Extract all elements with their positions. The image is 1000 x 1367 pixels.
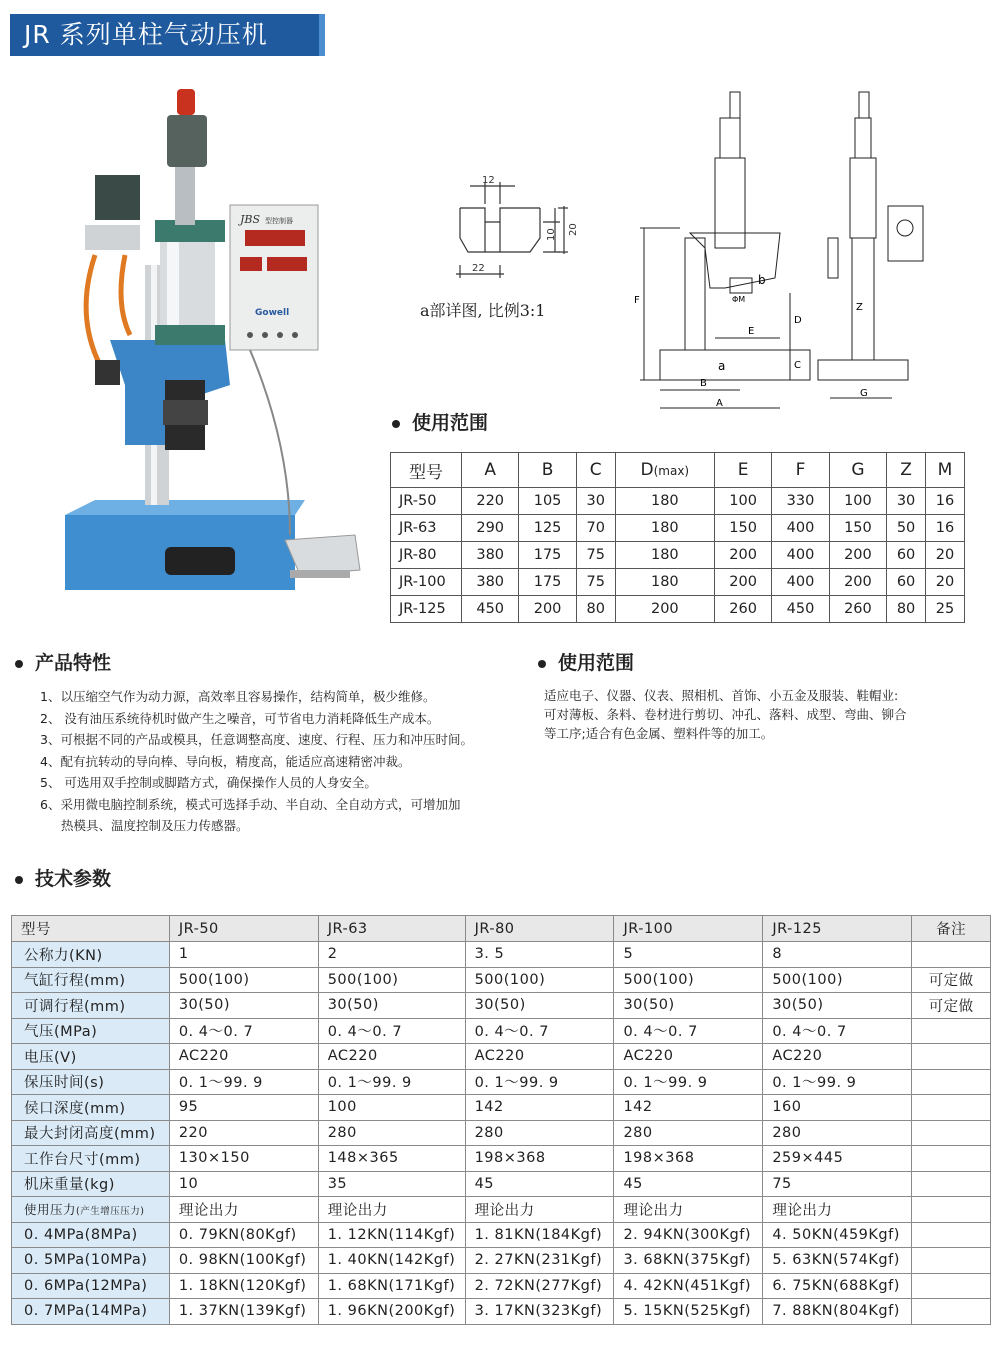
spec-row	[12, 1069, 991, 1095]
bullet-icon	[15, 660, 23, 668]
spec-note-cell	[912, 1248, 991, 1274]
label-C: C	[794, 360, 801, 371]
dim-value-cell: 150	[829, 515, 886, 542]
spec-label-cell: 0. 6MPa(12MPa)	[12, 1273, 170, 1299]
dim-value-cell: 30	[576, 488, 615, 515]
label-B: B	[700, 378, 707, 389]
spec-value-cell: 1. 12KN(114Kgf)	[318, 1222, 465, 1248]
label-G: G	[860, 388, 868, 399]
dim-value-cell: 200	[714, 569, 771, 596]
spec-value-cell: 280	[465, 1120, 614, 1146]
dim-value-cell: 25	[926, 596, 965, 623]
dim-h-d-max: (max)	[653, 464, 690, 478]
spec-pressure-row	[12, 1273, 991, 1299]
dim-value-cell: 400	[772, 515, 829, 542]
spec-note-cell	[912, 1069, 991, 1095]
spec-value-cell: JR-50	[169, 916, 318, 942]
spec-value-cell: AC220	[614, 1044, 763, 1070]
panel-logo: Gowell	[255, 308, 290, 318]
spec-label-cell: 0. 5MPa(10MPa)	[12, 1248, 170, 1274]
spec-row	[12, 1095, 991, 1121]
spec-pressure-header-cell	[912, 1197, 991, 1223]
spec-value-cell: 2. 72KN(277Kgf)	[465, 1273, 614, 1299]
label-a: a	[718, 359, 726, 373]
spec-value-cell: 500(100)	[465, 967, 614, 993]
spec-value-cell: 8	[763, 942, 912, 968]
bullet-icon	[15, 876, 23, 884]
spec-value-cell: 30(50)	[169, 993, 318, 1019]
spec-note-cell	[912, 1095, 991, 1121]
spec-value-cell: 1. 81KN(184Kgf)	[465, 1222, 614, 1248]
spec-value-cell: 160	[763, 1095, 912, 1121]
dim-value-cell: 200	[829, 569, 886, 596]
dim-value-cell: 125	[519, 515, 576, 542]
dim-value-cell: 20	[926, 542, 965, 569]
spec-value-cell: 3. 5	[465, 942, 614, 968]
spec-value-cell: 280	[318, 1120, 465, 1146]
dim-row	[391, 569, 965, 596]
dim-value-cell: 80	[887, 596, 926, 623]
spec-note-cell: 可定做	[912, 967, 991, 993]
feature-item: 6、采用微电脑控制系统，模式可选择手动、半自动、全自动方式，可增加加	[40, 796, 461, 812]
page-title: JR 系列单柱气动压机	[24, 20, 268, 49]
spec-value-cell: 130×150	[169, 1146, 318, 1172]
dim-value-cell: 180	[615, 569, 714, 596]
spec-pressure-row	[12, 1299, 991, 1325]
spec-value-cell: 30(50)	[763, 993, 912, 1019]
dim-value-cell: 75	[576, 542, 615, 569]
dim-value-cell: 450	[462, 596, 519, 623]
spec-header-row	[12, 916, 991, 942]
dim-value-cell: 260	[714, 596, 771, 623]
spec-value-cell: 35	[318, 1171, 465, 1197]
dim-row	[391, 515, 965, 542]
dim-row	[391, 488, 965, 515]
pressure-label-main: 使用压力	[24, 1202, 77, 1218]
spec-value-cell: 500(100)	[614, 967, 763, 993]
spec-note-cell	[912, 1273, 991, 1299]
spec-row	[12, 1146, 991, 1172]
dim-h-a: A	[462, 453, 519, 488]
detail-dim-12: 12	[482, 175, 495, 186]
spec-row	[12, 993, 991, 1019]
spec-value-cell: 142	[465, 1095, 614, 1121]
spec-value-cell: JR-125	[763, 916, 912, 942]
dim-value-cell: 380	[462, 542, 519, 569]
feature-item: 1、以压缩空气作为动力源，高效率且容易操作，结构简单，极少维修。	[40, 689, 436, 704]
spec-value-cell: 1. 96KN(200Kgf)	[318, 1299, 465, 1325]
spec-pressure-header-cell: 理论出力	[763, 1197, 912, 1223]
detail-drawing	[440, 170, 600, 290]
dim-value-cell: 290	[462, 515, 519, 542]
pressure-label-sub: (产生增压压力)	[76, 1206, 145, 1218]
dim-value-cell: 180	[615, 515, 714, 542]
panel-subtitle: 型控制器	[265, 217, 293, 225]
spec-value-cell: 0. 1～99. 9	[614, 1069, 763, 1095]
usage-line: 可对薄板、条料、卷材进行剪切、冲孔、落料、成型、弯曲、铆合	[544, 707, 907, 722]
spec-row	[12, 1120, 991, 1146]
spec-value-cell: 2. 94KN(300Kgf)	[614, 1222, 763, 1248]
dim-value-cell: 20	[926, 569, 965, 596]
spec-value-cell: 259×445	[763, 1146, 912, 1172]
dim-h-c: C	[576, 453, 615, 488]
spec-pressure-header-cell: 理论出力	[318, 1197, 465, 1223]
spec-pressure-header-cell: 理论出力	[169, 1197, 318, 1223]
spec-label-cell: 气缸行程(mm)	[12, 967, 170, 993]
spec-row	[12, 1018, 991, 1044]
usage-heading-text: 使用范围	[558, 652, 635, 674]
label-Z: Z	[856, 302, 863, 313]
label-E: E	[748, 326, 755, 337]
dim-value-cell: 70	[576, 515, 615, 542]
spec-value-cell: 1. 68KN(171Kgf)	[318, 1273, 465, 1299]
spec-label-cell: 0. 4MPa(8MPa)	[12, 1222, 170, 1248]
spec-value-cell: 500(100)	[169, 967, 318, 993]
spec-value-cell: 0. 4～0. 7	[763, 1018, 912, 1044]
spec-value-cell: 1. 40KN(142Kgf)	[318, 1248, 465, 1274]
label-b: b	[758, 273, 766, 287]
spec-value-cell: 1	[169, 942, 318, 968]
spec-value-cell: 142	[614, 1095, 763, 1121]
spec-pressure-header-cell: 理论出力	[465, 1197, 614, 1223]
label-D: D	[794, 315, 802, 326]
dim-value-cell: 200	[714, 542, 771, 569]
spec-table	[11, 915, 991, 1325]
bullet-icon	[392, 420, 400, 428]
spec-heading	[15, 864, 111, 891]
dim-value-cell: 60	[887, 542, 926, 569]
spec-body	[12, 916, 991, 1325]
spec-value-cell: AC220	[763, 1044, 912, 1070]
spec-value-cell: 4. 50KN(459Kgf)	[763, 1222, 912, 1248]
spec-note-cell	[912, 942, 991, 968]
dim-row	[391, 542, 965, 569]
spec-value-cell: 30(50)	[318, 993, 465, 1019]
spec-note-cell	[912, 1018, 991, 1044]
features-list	[40, 686, 530, 837]
dim-value-cell: 400	[772, 542, 829, 569]
usage-line: 等工序;适合有色金属、塑料件等的加工。	[544, 726, 774, 741]
dimension-table	[390, 452, 965, 623]
spec-value-cell: 0. 98KN(100Kgf)	[169, 1248, 318, 1274]
dim-h-model: 型号	[391, 453, 462, 488]
usage-heading	[538, 648, 634, 675]
dim-value-cell: 200	[829, 542, 886, 569]
spec-value-cell: 1. 37KN(139Kgf)	[169, 1299, 318, 1325]
dim-model-cell: JR-100	[391, 569, 462, 596]
spec-label-cell: 侯口深度(mm)	[12, 1095, 170, 1121]
spec-value-cell: 30(50)	[465, 993, 614, 1019]
dim-value-cell: 200	[615, 596, 714, 623]
spec-value-cell: 2. 27KN(231Kgf)	[465, 1248, 614, 1274]
spec-note-cell	[912, 1222, 991, 1248]
spec-label-cell: 最大封闭高度(mm)	[12, 1120, 170, 1146]
spec-note-cell	[912, 1120, 991, 1146]
dim-model-cell: JR-63	[391, 515, 462, 542]
dim-value-cell: 180	[615, 488, 714, 515]
dim-h-m: M	[926, 453, 965, 488]
dim-value-cell: 180	[615, 542, 714, 569]
label-A: A	[716, 398, 723, 409]
spec-value-cell: 0. 1～99. 9	[169, 1069, 318, 1095]
spec-note-cell	[912, 1171, 991, 1197]
dim-value-cell: 100	[714, 488, 771, 515]
spec-heading-text: 技术参数	[35, 868, 112, 890]
spec-note-cell	[912, 1146, 991, 1172]
feature-item: 2、 没有油压系统待机时做产生之噪音，可节省电力消耗降低生产成本。	[40, 710, 440, 726]
usage-line: 适应电子、仪器、仪表、照相机、首饰、小五金及服装、鞋帽业:	[544, 688, 899, 703]
spec-value-cell: 0. 1～99. 9	[318, 1069, 465, 1095]
technical-drawing	[630, 88, 930, 418]
dim-value-cell: 80	[576, 596, 615, 623]
machine-photo	[55, 85, 365, 595]
spec-value-cell: 75	[763, 1171, 912, 1197]
spec-value-cell: 5. 63KN(574Kgf)	[763, 1248, 912, 1274]
spec-value-cell: 500(100)	[318, 967, 465, 993]
spec-value-cell: 0. 79KN(80Kgf)	[169, 1222, 318, 1248]
spec-note-cell	[912, 1299, 991, 1325]
spec-value-cell: AC220	[318, 1044, 465, 1070]
spec-label-cell: 气压(MPa)	[12, 1018, 170, 1044]
spec-value-cell: 0. 1～99. 9	[763, 1069, 912, 1095]
features-heading	[15, 648, 111, 675]
spec-label-cell: 公称力(KN)	[12, 942, 170, 968]
spec-value-cell: JR-63	[318, 916, 465, 942]
spec-note-cell: 备注	[912, 916, 991, 942]
spec-value-cell: 10	[169, 1171, 318, 1197]
dim-value-cell: 260	[829, 596, 886, 623]
spec-value-cell: 0. 4～0. 7	[318, 1018, 465, 1044]
spec-value-cell: 2	[318, 942, 465, 968]
spec-note-cell: 可定做	[912, 993, 991, 1019]
panel-brand: JBS	[240, 213, 261, 226]
spec-value-cell: 0. 4～0. 7	[614, 1018, 763, 1044]
dim-h-z: Z	[887, 453, 926, 488]
spec-row	[12, 967, 991, 993]
detail-dim-10: 10	[546, 228, 557, 241]
feature-item: 4、配有抗转动的导向棒、导向板，精度高，能适应高速精密冲裁。	[40, 753, 411, 769]
dim-model-cell: JR-80	[391, 542, 462, 569]
dim-h-d-letter: D	[640, 460, 654, 480]
dim-value-cell: 450	[772, 596, 829, 623]
spec-value-cell: 6. 75KN(688Kgf)	[763, 1273, 912, 1299]
spec-value-cell: 95	[169, 1095, 318, 1121]
spec-label-cell: 可调行程(mm)	[12, 993, 170, 1019]
spec-note-cell	[912, 1044, 991, 1070]
spec-row	[12, 942, 991, 968]
spec-value-cell: 220	[169, 1120, 318, 1146]
spec-value-cell: 198×368	[614, 1146, 763, 1172]
features-heading-text: 产品特性	[35, 652, 112, 674]
spec-value-cell: 0. 1～99. 9	[465, 1069, 614, 1095]
dim-value-cell: 380	[462, 569, 519, 596]
dim-row	[391, 596, 965, 623]
spec-value-cell: 280	[614, 1120, 763, 1146]
dim-h-f: F	[772, 453, 829, 488]
range-heading-top	[392, 408, 488, 435]
spec-value-cell: 280	[763, 1120, 912, 1146]
spec-pressure-row	[12, 1248, 991, 1274]
feature-item: 热模具、温度控制及压力传感器。	[61, 818, 249, 833]
detail-dim-20: 20	[568, 223, 579, 236]
dim-h-e: E	[714, 453, 771, 488]
dim-value-cell: 16	[926, 515, 965, 542]
spec-value-cell: 100	[318, 1095, 465, 1121]
dim-value-cell: 330	[772, 488, 829, 515]
spec-value-cell: 45	[465, 1171, 614, 1197]
spec-value-cell: AC220	[465, 1044, 614, 1070]
spec-value-cell: 0. 4～0. 7	[169, 1018, 318, 1044]
spec-value-cell: JR-100	[614, 916, 763, 942]
dim-model-cell: JR-50	[391, 488, 462, 515]
feature-item: 3、可根据不同的产品或模具，任意调整高度、速度、行程、压力和冲压时间。	[40, 732, 473, 747]
spec-label-cell: 保压时间(s)	[12, 1069, 170, 1095]
spec-value-cell: 5. 15KN(525Kgf)	[614, 1299, 763, 1325]
dim-value-cell: 200	[519, 596, 576, 623]
title-banner	[10, 14, 325, 56]
spec-value-cell: AC220	[169, 1044, 318, 1070]
usage-text	[544, 686, 974, 743]
dim-value-cell: 100	[829, 488, 886, 515]
spec-value-cell: 3. 17KN(323Kgf)	[465, 1299, 614, 1325]
range-heading-top-text: 使用范围	[412, 412, 489, 434]
dim-h-b: B	[519, 453, 576, 488]
dim-body	[391, 488, 965, 623]
label-phi-m: ΦM	[732, 295, 746, 304]
spec-row	[12, 1171, 991, 1197]
dim-value-cell: 60	[887, 569, 926, 596]
spec-value-cell: 1. 18KN(120Kgf)	[169, 1273, 318, 1299]
spec-value-cell: 0. 4～0. 7	[465, 1018, 614, 1044]
feature-item: 5、 可选用双手控制或脚踏方式，确保操作人员的人身安全。	[40, 775, 377, 790]
spec-pressure-label	[12, 1197, 170, 1223]
nameplate	[165, 547, 235, 575]
dim-value-cell: 400	[772, 569, 829, 596]
dim-value-cell: 175	[519, 542, 576, 569]
dim-h-g: G	[829, 453, 886, 488]
spec-row	[12, 1044, 991, 1070]
detail-dim-22: 22	[472, 263, 485, 274]
dim-value-cell: 50	[887, 515, 926, 542]
spec-value-cell: 148×365	[318, 1146, 465, 1172]
spec-value-cell: JR-80	[465, 916, 614, 942]
spec-pressure-header-row	[12, 1197, 991, 1223]
spec-pressure-header-cell: 理论出力	[614, 1197, 763, 1223]
label-F: F	[634, 295, 640, 306]
bullet-icon	[538, 660, 546, 668]
dim-header-row	[391, 453, 965, 488]
spec-value-cell: 7. 88KN(804Kgf)	[763, 1299, 912, 1325]
dim-value-cell: 30	[887, 488, 926, 515]
spec-label-cell: 型号	[12, 916, 170, 942]
spec-label-cell: 工作台尺寸(mm)	[12, 1146, 170, 1172]
spec-value-cell: 4. 42KN(451Kgf)	[614, 1273, 763, 1299]
spec-value-cell: 500(100)	[763, 967, 912, 993]
dim-value-cell: 150	[714, 515, 771, 542]
spec-value-cell: 5	[614, 942, 763, 968]
dim-value-cell: 105	[519, 488, 576, 515]
dim-value-cell: 220	[462, 488, 519, 515]
detail-caption: a部详图, 比例3:1	[420, 301, 546, 320]
spec-label-cell: 电压(V)	[12, 1044, 170, 1070]
dim-value-cell: 16	[926, 488, 965, 515]
spec-pressure-row	[12, 1222, 991, 1248]
spec-value-cell: 198×368	[465, 1146, 614, 1172]
spec-value-cell: 45	[614, 1171, 763, 1197]
dim-value-cell: 75	[576, 569, 615, 596]
spec-label-cell: 0. 7MPa(14MPa)	[12, 1299, 170, 1325]
dim-value-cell: 175	[519, 569, 576, 596]
dim-h-d	[615, 453, 714, 488]
spec-value-cell: 30(50)	[614, 993, 763, 1019]
spec-label-cell: 机床重量(kg)	[12, 1171, 170, 1197]
dim-model-cell: JR-125	[391, 596, 462, 623]
spec-value-cell: 3. 68KN(375Kgf)	[614, 1248, 763, 1274]
